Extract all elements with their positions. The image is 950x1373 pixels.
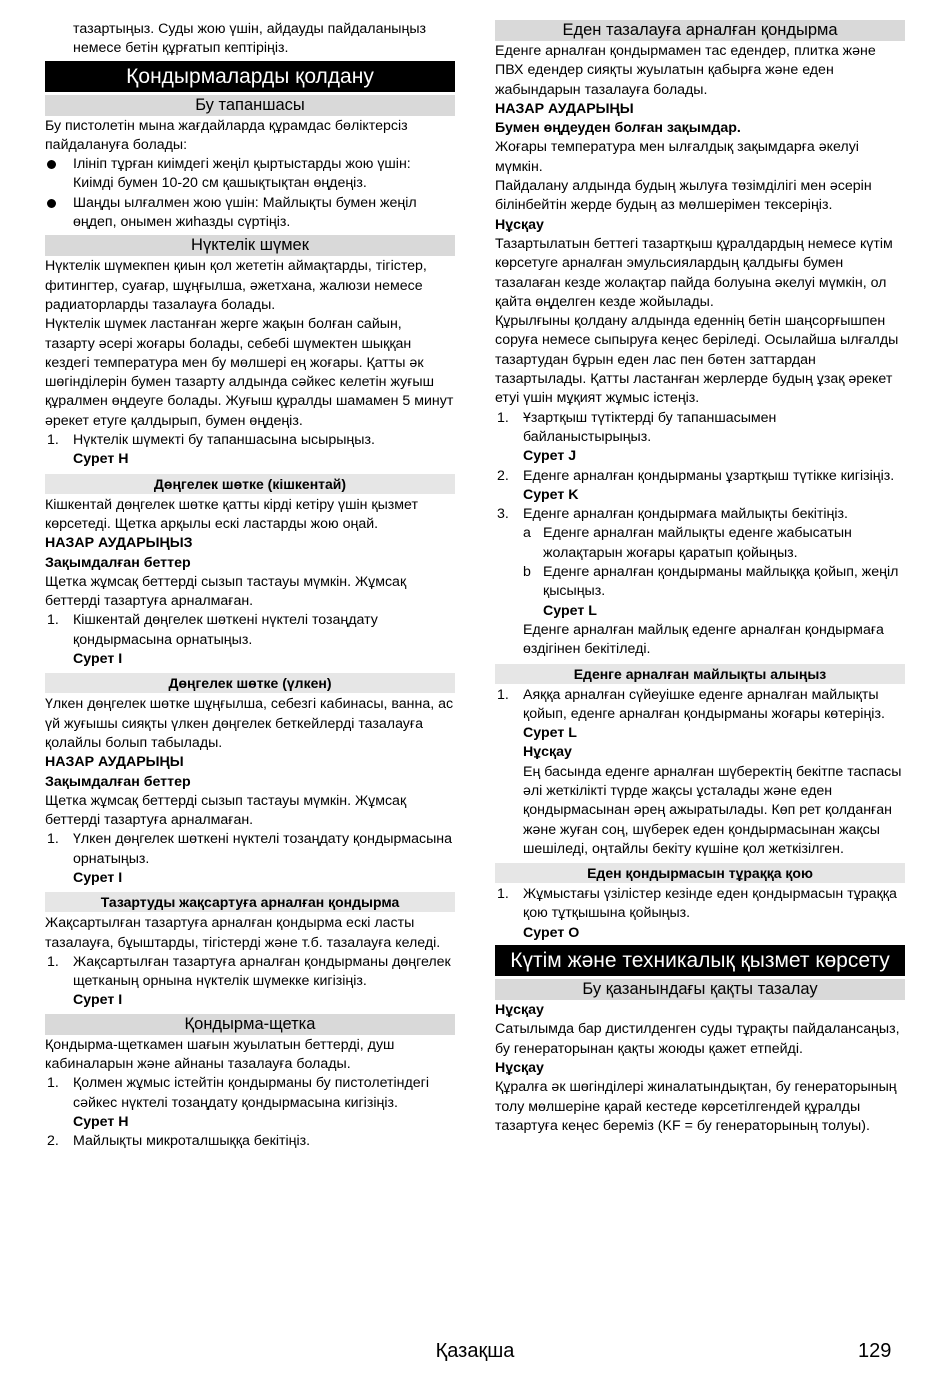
step-item: 2. Майлықты микроталшыққа бекітіңіз. xyxy=(47,1133,311,1150)
step-item: 1. Ұзартқыш түтіктерді бу тапаншасымен байланыстырыңыз. xyxy=(497,409,777,445)
footer-language: Қазақша xyxy=(435,1340,515,1362)
note-text: Құралға әк шөгінділері жиналатындықтан, бу генераторының толу мөлшеріне қарай кестеде көрсетілгендей құралды тазартуға кеңес береміз (KF = бу генераторының толуы). xyxy=(495,1079,897,1134)
heading-power-nozzle: Тазартуды жақсартуға арналған қондырма xyxy=(45,892,455,912)
heading-large-brush: Дөңгелек шөтке (үлкен) xyxy=(45,673,455,693)
figure-ref: Сурет J xyxy=(523,448,577,465)
page-number: 129 xyxy=(858,1340,892,1362)
heading-floor-nozzle: Еден тазалауға арналған қондырма xyxy=(495,20,905,41)
heading-descale: Бу қазанындағы қақты тазалау xyxy=(495,979,905,1000)
figure-ref: Сурет L xyxy=(523,725,577,742)
heading-parking: Еден қондырмасын тұраққа қою xyxy=(495,863,905,883)
warning-text: Жоғары температура мен ылғалдық зақымдарға әкелуі мүмкін. xyxy=(495,139,859,175)
note-label: Нұсқау xyxy=(495,1059,544,1076)
power-nozzle-text: Жақсартылған тазартуға арналған қондырма ескі ласты тазалауға, бұыштарды, тігістерді және т.б. тазалауға келеді. xyxy=(45,915,441,951)
warning-label: НАЗАР АУДАРЫҢЫЗ xyxy=(45,535,193,552)
heading-point-nozzle: Нүктелік шүмек xyxy=(45,235,455,256)
point-nozzle-text1: Нүктелік шүмекпен қиын қол жететін аймақтарды, тігістер, фитингтер, суағар, шұңғылша, әжетхана, жалюзи немесе радиаторларды тазалауға болады. xyxy=(45,258,427,313)
section-heading-care: Күтім және техникалық қызмет көрсету xyxy=(495,945,905,976)
step-item: 1. Жұмыстағы үзілістер кезінде еден қондырмасын тұраққа қою тұтқышына қойыңыз. xyxy=(497,886,897,922)
left-column xyxy=(45,20,455,1152)
heading-hand-nozzle: Қондырма-щетка xyxy=(45,1014,455,1035)
figure-ref: Сурет K xyxy=(523,486,579,503)
hand-nozzle-text: Қондырма-щеткамен шағын жуылатын беттерді, душ кабиналарын және айнаны тазалауға болады. xyxy=(45,1036,395,1073)
floor-nozzle-text2: Құрылғыны қолдану алдында еденнің бетін шаңсорғышпен соруға немесе сыпыруға кеңес беріледі. Осылайша ылғалды тазартудан бұрын еден лас пен бөтен заттардан тазартылады. Қатты ластанған жерлерде будың ұзақ әрекет етуі үшін мұқият жұмыс істеңіз. xyxy=(495,313,899,407)
warning-label: НАЗАР АУДАРЫҢЫ xyxy=(495,100,634,117)
sub-step-item: b Еденге арналған қондырманы майлыққа қойып, жеңіл қысыңыз. xyxy=(523,564,899,600)
note-text: Ең басында еденге арналған шүберектің бекітпе таспасы әлі жеткілікті түрде жақсы ұсталады және еден қондырмасынан әрең ажыратылады. Көп рет қолданған және жуған соң, шүберек еден қондырмасынан жақсы шешіледі, оңтайлы бекіту күшіне қол жеткізілген. xyxy=(523,763,902,857)
note-label: Нұсқау xyxy=(495,216,544,233)
figure-ref: Сурет O xyxy=(523,924,580,941)
floor-nozzle-text: Еденге арналған қондырмамен тас едендер, плитка және ПВХ едендер сияқты жуылатын қабырға және еден жабындарын тазалауға болады. xyxy=(495,43,876,98)
bullet-icon xyxy=(47,160,56,169)
step-item: 1. Үлкен дөңгелек шөткені нүктелі тозаңдату қондырмасына орнатыңыз. xyxy=(47,831,452,867)
large-brush-text: Үлкен дөңгелек шөтке шұңғылша, себезгі кабинасы, ванна, ас үй жуғышы сияқты үлкен дөңгелек беткейлерді тазалауға қолайлы болып табылады. xyxy=(45,696,454,751)
step-item: 1. Кішкентай дөңгелек шөткені нүктелі тозаңдату қондырмасына орнатыңыз. xyxy=(47,612,378,648)
warning-text: Щетка жұмсақ беттерді сызып тастауы мүмкін. Жұмсақ беттерді тазартуға арналмаған. xyxy=(45,792,407,829)
note-text: Тазартылатын беттегі тазартқыш құралдардың немесе күтім көрсетуге арналған эмульсиялардың қалдығы бумен тазалаған кезде жолақтар пайда болуына әкелуі мүмкін, ол қайта өңделген кезде жойылады. xyxy=(495,235,893,310)
figure-ref: Сурет H xyxy=(73,1113,129,1130)
warning-title: Зақымдалған беттер xyxy=(45,554,191,571)
bullet-icon xyxy=(47,199,56,208)
sub-step-item: a Еденге арналған майлықты еденге жабысатын жолақтарын жоғары қаратып қойыңыз. xyxy=(523,525,852,561)
section-heading-attachments: Қондырмаларды қолдану xyxy=(45,61,455,92)
step-item: 1. Нүктелік шүмекті бу тапаншасына ысырыңыз. xyxy=(47,432,375,449)
figure-ref: Сурет I xyxy=(73,869,123,886)
right-column xyxy=(495,20,905,1136)
steam-gun-text: Бу пистолетін мына жағдайларда құрамдас бөліктерсіз пайдалануға болады: xyxy=(45,117,408,153)
step-item: 3. Еденге арналған қондырмаға майлықты бекітіңіз. xyxy=(497,506,848,523)
step-item: 1. Аяққа арналған сүйеуішке еденге арналған майлықты қойып, еденге арналған қондырманы жоғары көтеріңіз. xyxy=(497,686,885,722)
bullet-item: Ілініп тұрған киімдегі жеңіл қыртыстарды жою үшін: Киімді бумен 10-20 см қашықтықтан өңдеңіз. xyxy=(45,155,455,194)
warning-text: Пайдалану алдында будың жылуға төзімділігі мен әсерін білінбейтін жерде будың аз мөлшерімен тексеріңіз. xyxy=(495,178,872,214)
warning-text: Щетка жұмсақ беттерді сызып тастауы мүмкін. Жұмсақ беттерді тазартуға арналмаған. xyxy=(45,573,407,610)
figure-ref: Сурет L xyxy=(543,602,597,619)
heading-steam-gun: Бу тапаншасы xyxy=(45,95,455,116)
figure-ref: Сурет H xyxy=(73,451,129,468)
note-text: Сатылымда бар дистилденген суды тұрақты пайдалансаңыз, бу генераторынан қақты жоюды қажет етпейді. xyxy=(495,1021,900,1057)
note-label: Нұсқау xyxy=(523,744,572,761)
warning-label: НАЗАР АУДАРЫҢЫ xyxy=(45,754,184,771)
warning-title: Зақымдалған беттер xyxy=(45,773,191,790)
bullet-item: Шаңды ылғалмен жою үшін: Майлықты бумен жеңіл өңдеп, онымен жиһазды сүртіңіз. xyxy=(45,194,455,233)
step-item: 2. Еденге арналған қондырманы ұзартқыш түтікке кигізіңіз. xyxy=(497,467,895,484)
figure-ref: Сурет I xyxy=(73,651,123,668)
figure-ref: Сурет I xyxy=(73,992,123,1009)
heading-small-brush: Дөңгелек шөтке (кішкентай) xyxy=(45,474,455,494)
step-item: 1. Қолмен жұмыс істейтін қондырманы бу пистолетіндегі сәйкес нүктелі тозаңдату қондырмасына кигізіңіз. xyxy=(47,1075,430,1111)
heading-remove-cloth: Еденге арналған майлықты алыңыз xyxy=(495,664,905,684)
note-label: Нұсқау xyxy=(495,1002,544,1019)
intro-text: тазартыңыз. Суды жою үшін, айдауды пайдаланыңыз немесе бетін құрғатып кептіріңіз. xyxy=(73,21,427,57)
step-item: 1. Жақсартылған тазартуға арналған қондырманы дөңгелек щетканың орнына нүктелік шүмекке кигізіңіз. xyxy=(47,953,451,990)
warning-title: Бумен өңдеуден болған зақымдар. xyxy=(495,120,741,137)
step-result-text: Еденге арналған майлық еденге арналған қондырмаға өздігінен бекітіледі. xyxy=(523,621,884,658)
small-brush-text: Кішкентай дөңгелек шөтке қатты кірді кетіру үшін қызмет көрсетеді. Щетка арқылы ескі ластарды жою оңай. xyxy=(45,496,418,532)
point-nozzle-text2: Нүктелік шүмек ластанған жерге жақын болған сайын, тазарту әсері жоғары болады, себебі шүмектен шыққан кездегі температура мен бу мөлшері ең жоғары. Қатты әк шөгінділерін бумен тазарту алдында сәйкес келетін жуғыш құралмен өңдеуге болады. Жуғыш құралды шамамен 5 минут әрекет етуге қалдырып, бумен өңдеңіз. xyxy=(45,316,454,429)
